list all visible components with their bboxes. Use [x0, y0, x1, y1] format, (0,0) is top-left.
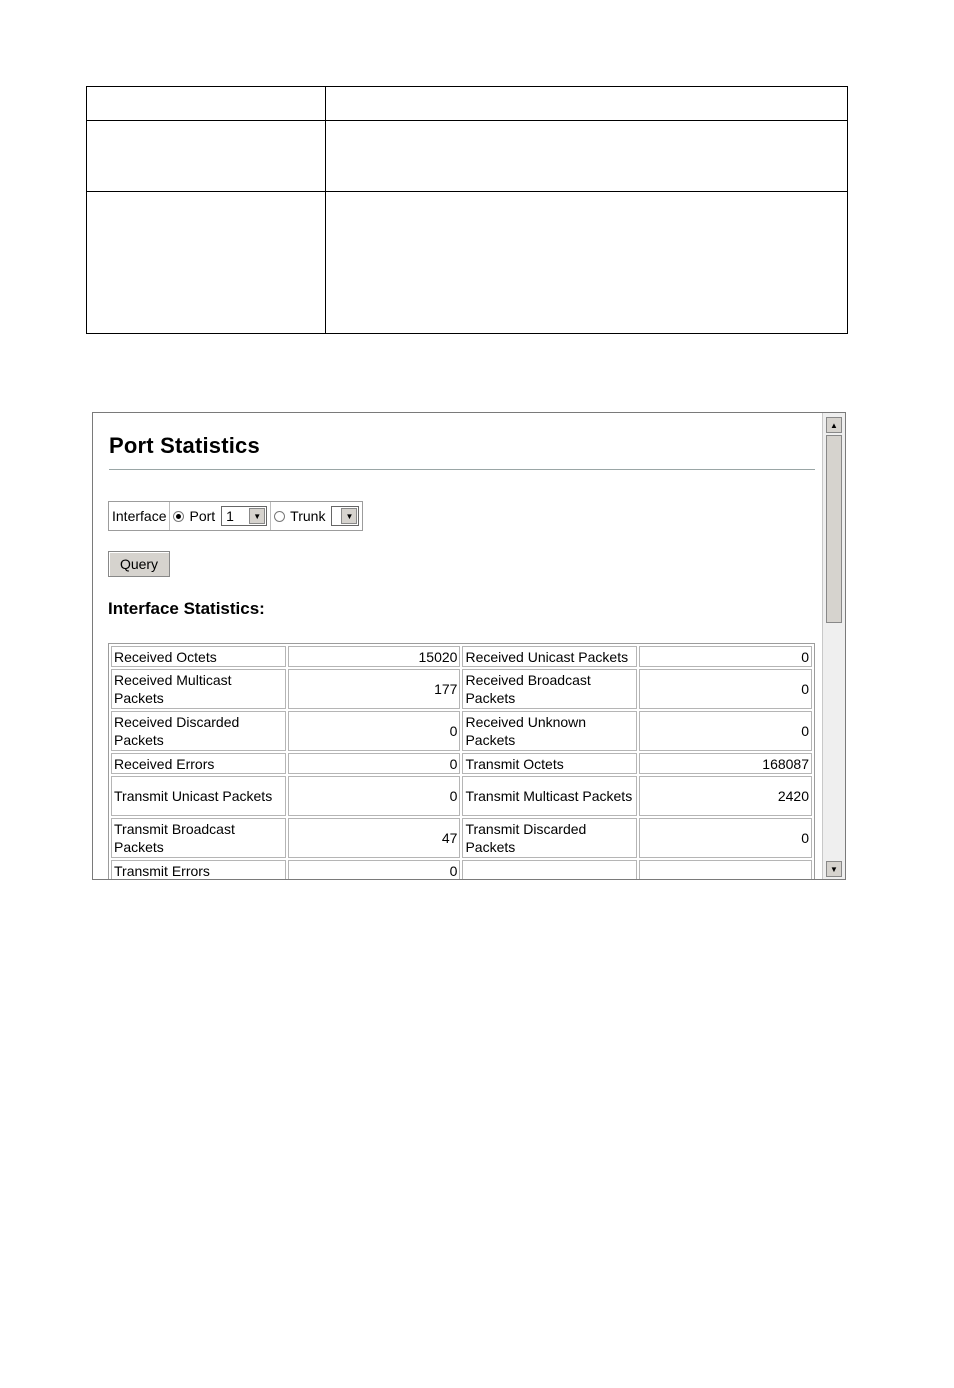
- stat-value: [639, 860, 812, 880]
- stat-value: 0: [288, 753, 461, 774]
- title-divider: [109, 469, 815, 470]
- radio-selected-dot: [176, 514, 181, 519]
- chevron-down-icon[interactable]: ▼: [249, 508, 265, 524]
- chevron-down-icon[interactable]: ▼: [341, 508, 357, 524]
- stat-value: 47: [288, 818, 461, 858]
- stat-label: Received Multicast Packets: [111, 669, 286, 709]
- doc-cell: [87, 192, 326, 334]
- interface-label: Interface: [112, 508, 167, 524]
- stat-label: Received Unicast Packets: [462, 646, 637, 667]
- doc-row: [87, 121, 848, 192]
- query-button[interactable]: Query: [108, 551, 170, 577]
- stat-value: 0: [639, 711, 812, 751]
- document-table: [86, 86, 848, 334]
- port-option-cell: [170, 502, 271, 530]
- port-radio[interactable]: [173, 511, 184, 522]
- doc-cell: [87, 121, 326, 192]
- stat-label: Transmit Errors: [111, 860, 286, 880]
- stat-value: 0: [288, 860, 461, 880]
- trunk-label: Trunk: [290, 508, 326, 524]
- trunk-option-cell: [271, 502, 362, 530]
- table-row: [111, 711, 812, 751]
- interface-statistics-table: [108, 643, 815, 880]
- port-select-value: 1: [226, 508, 234, 524]
- doc-cell: [326, 121, 848, 192]
- table-row: [111, 669, 812, 709]
- doc-cell: [326, 192, 848, 334]
- table-row: [111, 818, 812, 858]
- doc-cell: [87, 87, 326, 121]
- interface-label-cell: [109, 502, 170, 530]
- window-content: [93, 413, 823, 879]
- stat-value: 168087: [639, 753, 812, 774]
- stat-label: Received Errors: [111, 753, 286, 774]
- stat-label: Transmit Octets: [462, 753, 637, 774]
- stat-value: 0: [639, 818, 812, 858]
- table-row: [111, 753, 812, 774]
- doc-row: [87, 192, 848, 334]
- doc-cell: [326, 87, 848, 121]
- scroll-up-icon[interactable]: ▲: [826, 417, 842, 433]
- stat-value: 177: [288, 669, 461, 709]
- trunk-radio[interactable]: [274, 511, 285, 522]
- trunk-select[interactable]: [331, 506, 359, 526]
- stat-label: Received Discarded Packets: [111, 711, 286, 751]
- stat-label: Received Unknown Packets: [462, 711, 637, 751]
- section-title: Interface Statistics:: [108, 599, 265, 618]
- stat-value: 15020: [288, 646, 461, 667]
- stat-label: Transmit Multicast Packets: [462, 776, 637, 816]
- stat-label: Transmit Unicast Packets: [111, 776, 286, 816]
- interface-selector: [108, 501, 363, 531]
- scroll-down-icon[interactable]: ▼: [826, 861, 842, 877]
- stat-label: Transmit Discarded Packets: [462, 818, 637, 858]
- table-row: [111, 646, 812, 667]
- stat-value: 0: [639, 669, 812, 709]
- stat-value: 2420: [639, 776, 812, 816]
- table-row: [111, 776, 812, 816]
- stat-label: Received Octets: [111, 646, 286, 667]
- stat-label: Transmit Broadcast Packets: [111, 818, 286, 858]
- table-row: [111, 860, 812, 880]
- doc-row: [87, 87, 848, 121]
- stat-value: 0: [639, 646, 812, 667]
- stat-value: 0: [288, 776, 461, 816]
- scrollbar-thumb[interactable]: [826, 435, 842, 623]
- page-title: Port Statistics: [109, 433, 260, 458]
- stat-label: [462, 860, 637, 880]
- stat-label: Received Broadcast Packets: [462, 669, 637, 709]
- stat-value: 0: [288, 711, 461, 751]
- port-statistics-window: [92, 412, 846, 880]
- port-label: Port: [189, 508, 216, 524]
- port-select[interactable]: [221, 506, 267, 526]
- vertical-scrollbar[interactable]: [822, 413, 845, 879]
